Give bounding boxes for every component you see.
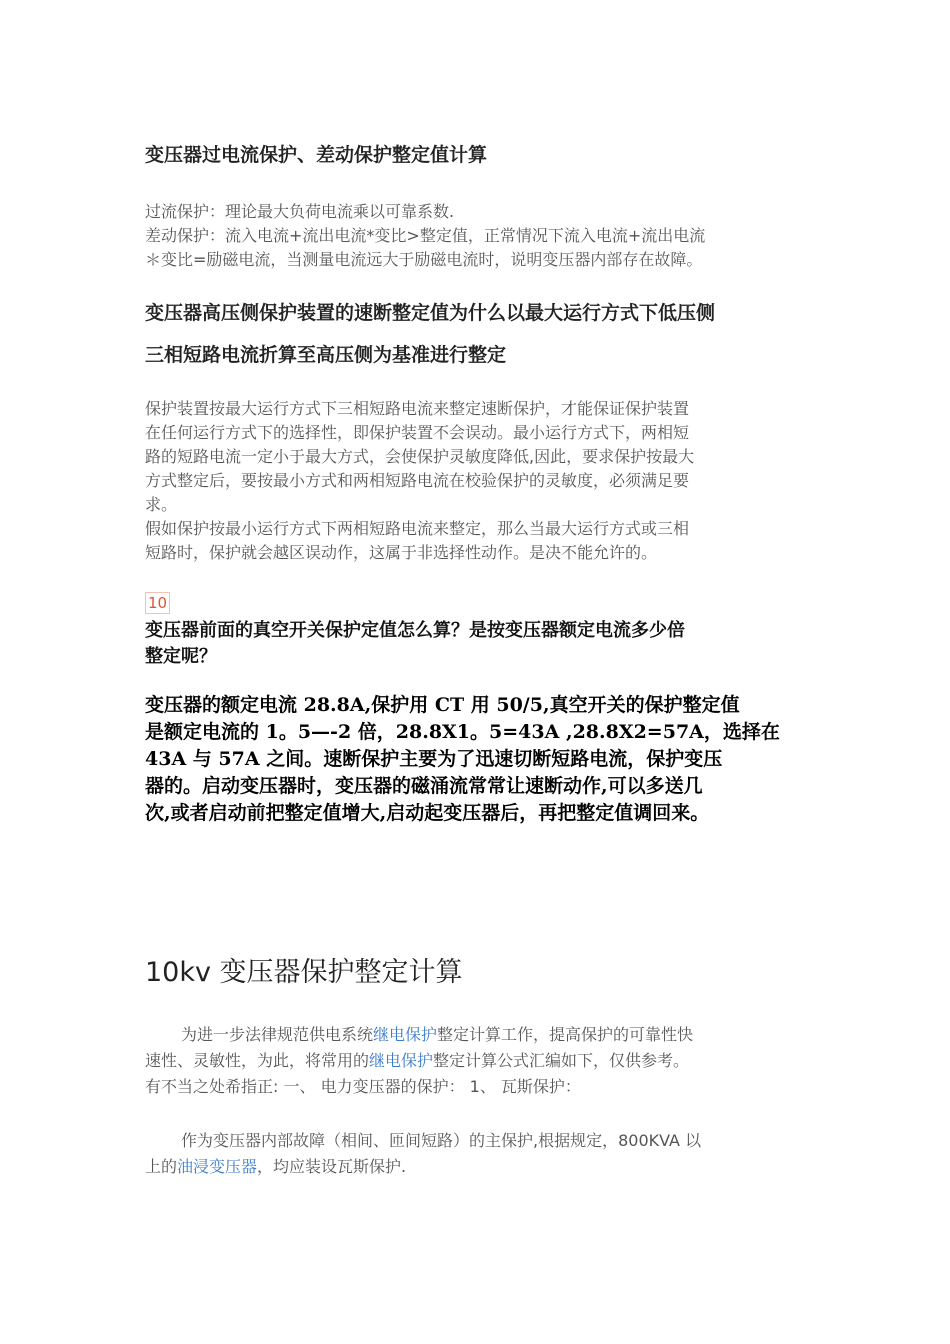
item-number-badge[interactable]: 10: [145, 592, 170, 614]
text-line: 过流保护：理论最大负荷电流乘以可靠系数.: [145, 202, 455, 221]
text-run: 整定计算公式汇编如下，仅供参考。: [433, 1051, 690, 1070]
text-run: 速性、灵敏性，为此，将常用的: [145, 1051, 370, 1070]
text-line: 求。: [145, 495, 178, 514]
text-line: 路的短路电流一定小于最大方式，会使保护灵敏度降低,因此，要求保护按最大: [145, 447, 695, 466]
text-line: 假如保护按最小运行方式下两相短路电流来整定，那么当最大运行方式或三相: [145, 519, 690, 538]
answer-line: 43A 与 57A 之间。速断保护主要为了迅速切断短路电流，保护变压: [145, 748, 723, 770]
text-run: 为进一步法律规范供电系统: [181, 1025, 374, 1044]
text-line: 在任何运行方式下的选择性，即保护装置不会误动。最小运行方式下，两相短: [145, 423, 690, 442]
text-run: 有不当之处希指正: 一、 电力变压器的保护： 1、 瓦斯保护：: [145, 1077, 581, 1096]
link-relay-protection[interactable]: 继电保护: [373, 1025, 438, 1044]
title-line: 三相短路电流折算至高压侧为基准进行整定: [145, 344, 507, 366]
answer-line: 变压器的额定电流 28.8A,保护用 CT 用 50/5,真空开关的保护整定值: [145, 694, 740, 716]
answer-line: 是额定电流的 1。5—-2 倍，28.8X1。5=43A ,28.8X2=57A，选择在: [145, 721, 780, 743]
answer-paragraph: [145, 692, 810, 827]
question-line: 整定呢？: [145, 646, 217, 667]
answer-line: 器的。启动变压器时，变压器的磁涌流常常让速断动作,可以多送几: [145, 775, 703, 797]
text-line: 短路时，保护就会越区误动作，这属于非选择性动作。是决不能允许的。: [145, 543, 658, 562]
paragraph-intro: [145, 1022, 810, 1100]
link-relay-protection[interactable]: 继电保护: [369, 1051, 434, 1070]
question-heading: [145, 618, 810, 670]
text-line: 方式整定后，要按最小方式和两相短路电流在校验保护的灵敏度，必须满足要: [145, 471, 690, 490]
section-title-quick-break: [145, 292, 810, 376]
paragraph-gas-protection: [145, 1128, 810, 1180]
paragraph-protection-definitions: [145, 200, 810, 272]
section-title-overcurrent: 变压器过电流保护、差动保护整定值计算: [145, 144, 488, 166]
link-oil-immersed-transformer[interactable]: 油浸变压器: [177, 1157, 258, 1176]
paragraph-quick-break-explanation: [145, 397, 810, 565]
text-line: 保护装置按最大运行方式下三相短路电流来整定速断保护，才能保证保护装置: [145, 399, 690, 418]
text-run: ，均应装设瓦斯保护.: [257, 1157, 407, 1176]
text-run: 上的: [145, 1157, 178, 1176]
text-run: 整定计算工作，提高保护的可靠性快: [437, 1025, 694, 1044]
main-heading-10kv: 10kv 变压器保护整定计算: [145, 957, 463, 988]
text-line: ＊变比=励磁电流，当测量电流远大于励磁电流时，说明变压器内部存在故障。: [145, 250, 703, 269]
title-line: 变压器高压侧保护装置的速断整定值为什么以最大运行方式下低压侧: [145, 302, 716, 324]
answer-line: 次,或者启动前把整定值增大,启动起变压器后，再把整定值调回来。: [145, 802, 710, 824]
text-line: 差动保护：流入电流+流出电流*变比>整定值，正常情况下流入电流+流出电流: [145, 226, 706, 245]
text-run: 作为变压器内部故障（相间、匝间短路）的主保护,根据规定，800KVA 以: [181, 1131, 702, 1150]
question-line: 变压器前面的真空开关保护定值怎么算？是按变压器额定电流多少倍: [145, 620, 685, 641]
